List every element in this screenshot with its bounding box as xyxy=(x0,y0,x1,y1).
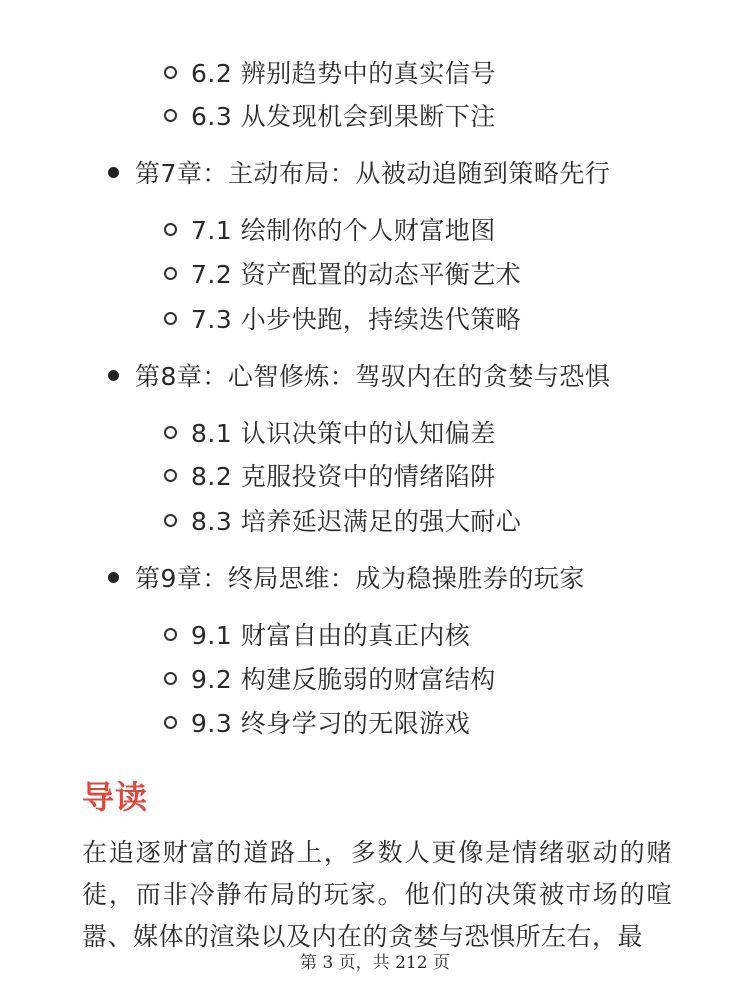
toc-sub-item xyxy=(164,207,496,251)
toc-sub-item xyxy=(164,498,521,542)
toc-sub-item-text: 9.1 财富自由的真正内核 xyxy=(191,621,471,650)
toc-chapter-item xyxy=(108,150,610,194)
hollow-bullet-icon xyxy=(164,312,177,325)
toc-chapter-item-text: 第8章：心智修炼：驾驭内在的贪婪与恐惧 xyxy=(135,362,611,391)
toc-sub-item xyxy=(164,453,496,497)
toc-sub-item xyxy=(164,700,470,744)
toc-chapter-item-text: 第9章：终局思维：成为稳操胜券的玩家 xyxy=(135,564,585,593)
hollow-bullet-icon xyxy=(164,672,177,685)
filled-bullet-icon xyxy=(108,572,119,583)
hollow-bullet-icon xyxy=(164,267,177,280)
toc-chapter-item-text: 第7章：主动布局：从被动追随到策略先行 xyxy=(135,159,611,188)
hollow-bullet-icon xyxy=(164,716,177,729)
toc-chapter-item xyxy=(108,353,610,397)
toc-sub-item xyxy=(164,296,521,340)
hollow-bullet-icon xyxy=(164,469,177,482)
toc-sub-item-text: 8.1 认识决策中的认知偏差 xyxy=(191,419,496,448)
toc-sub-item-text: 8.3 培养延迟满足的强大耐心 xyxy=(191,507,522,536)
hollow-bullet-icon xyxy=(164,514,177,527)
toc-sub-item xyxy=(164,93,496,137)
toc-sub-item-text: 6.2 辨别趋势中的真实信号 xyxy=(191,59,496,88)
hollow-bullet-icon xyxy=(164,66,177,79)
toc-sub-item xyxy=(164,410,496,454)
page-indicator: 第 3 页，共 212 页 xyxy=(300,953,450,973)
toc-sub-item-text: 7.2 资产配置的动态平衡艺术 xyxy=(191,260,522,289)
toc-sub-item-text: 9.2 构建反脆弱的财富结构 xyxy=(191,665,496,694)
hollow-bullet-icon xyxy=(164,109,177,122)
toc-sub-item xyxy=(164,656,496,700)
hollow-bullet-icon xyxy=(164,628,177,641)
filled-bullet-icon xyxy=(108,370,119,381)
toc-sub-item xyxy=(164,612,470,656)
toc-chapter-item xyxy=(108,555,585,599)
toc-sub-item-text: 7.1 绘制你的个人财富地图 xyxy=(191,216,496,245)
toc-sub-item-text: 9.3 终身学习的无限游戏 xyxy=(191,709,471,738)
toc-sub-item xyxy=(164,251,521,295)
body-paragraph: 在追逐财富的道路上，多数人更像是情绪驱动的赌徒，而非冷静布局的玩家。他们的决策被市场的喧嚣、媒体的渲染以及内在的贪婪与恐惧所左右，最 xyxy=(82,838,672,951)
toc-sub-item xyxy=(164,50,496,94)
toc-sub-item-text: 8.2 克服投资中的情绪陷阱 xyxy=(191,462,496,491)
hollow-bullet-icon xyxy=(164,223,177,236)
hollow-bullet-icon xyxy=(164,426,177,439)
filled-bullet-icon xyxy=(108,167,119,178)
toc-sub-item-text: 6.3 从发现机会到果断下注 xyxy=(191,102,496,131)
toc-sub-item-text: 7.3 小步快跑，持续迭代策略 xyxy=(191,305,522,334)
section-heading: 导读 xyxy=(82,778,149,816)
